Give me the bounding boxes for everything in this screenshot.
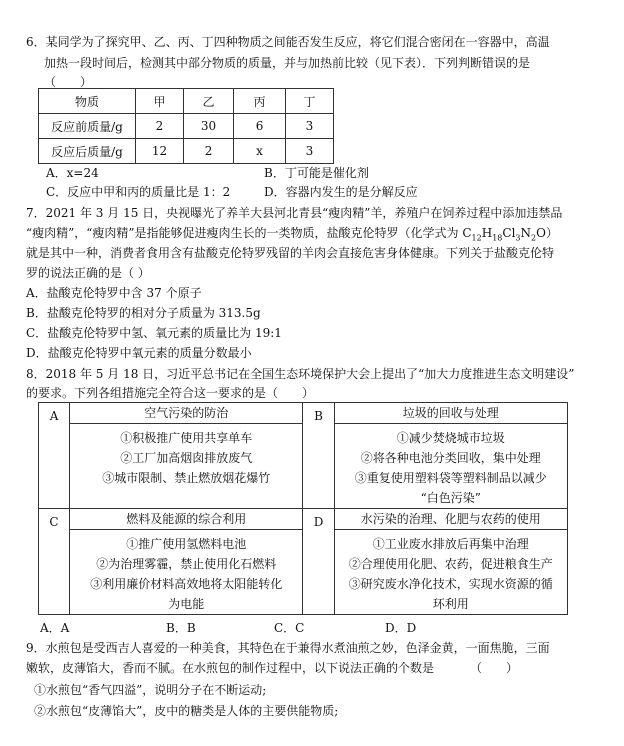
formula-n-count: 2 bbox=[531, 233, 537, 243]
cell-b-item: ①减少焚烧城市垃圾 bbox=[396, 431, 505, 445]
cell-b-item: ③重复使用塑料袋等塑料制品以减少 bbox=[354, 471, 547, 485]
table-header-cell: 物质 bbox=[39, 89, 136, 114]
cell-label-a: A bbox=[39, 403, 70, 509]
q8-stem-line1: 8．2018 年 5 月 18 日，习近平总书记在全国生态环境保护大会上提出了“加大力度推进生态文明建设” bbox=[26, 367, 575, 381]
q7-option-c: C．盐酸克伦特罗中氢、氧元素的质量比为 19:1 bbox=[26, 326, 282, 340]
cell-b bbox=[334, 403, 567, 509]
q8-option-a: A．A bbox=[40, 621, 70, 635]
cell-b-item: ②将各种电池分类回收，集中处理 bbox=[360, 451, 541, 465]
table-row bbox=[39, 114, 334, 139]
q9-statement-1: ①水煎包“香气四溢”，说明分子在不断运动; bbox=[34, 683, 267, 697]
cell-c bbox=[70, 509, 303, 615]
table-cell: 反应前质量/g bbox=[39, 114, 136, 139]
table-row bbox=[39, 509, 568, 615]
q8-stem-line2: 的要求。下列各组措施完全符合这一要求的是（ ） bbox=[26, 386, 315, 400]
cell-a bbox=[70, 403, 303, 509]
cell-b-title: 垃圾的回收与处理 bbox=[335, 403, 567, 424]
table-header-cell: 丙 bbox=[234, 89, 286, 114]
table-header-cell: 乙 bbox=[184, 89, 234, 114]
table-header-cell: 丁 bbox=[285, 89, 333, 114]
q9-stem-line1: 9．水煎包是受西吉人喜爱的一种美食，其特色在于兼得水煮油煎之妙，色泽金黄，一面焦脆，三面 bbox=[26, 641, 550, 655]
cell-d-item: ②合理使用化肥、农药，促进粮食生产 bbox=[348, 557, 553, 571]
formula-n: N bbox=[520, 226, 532, 240]
cell-d-title: 水污染的治理、化肥与农药的使用 bbox=[335, 509, 567, 530]
formula-close-paren: ） bbox=[545, 226, 558, 240]
q7-stem-line3: 就是其中一种，消费者食用含有盐酸克伦特罗残留的羊肉会直接危害身体健康。下列关于盐酸克伦特 bbox=[26, 246, 555, 260]
table-cell: 6 bbox=[234, 114, 286, 139]
cell-label-c: C bbox=[39, 509, 70, 615]
cell-c-item: ①推广使用氢燃料电池 bbox=[126, 537, 247, 551]
table-cell: 30 bbox=[184, 114, 234, 139]
q7-option-a: A．盐酸克伦特罗中含 37 个原子 bbox=[26, 286, 202, 300]
cell-label-d: D bbox=[303, 509, 334, 615]
cell-c-title: 燃料及能源的综合利用 bbox=[70, 509, 302, 530]
q6-answer-paren: （ ） bbox=[44, 75, 93, 89]
q9-statement-2: ②水煎包“皮薄馅大”，皮中的糖类是人体的主要供能物质; bbox=[34, 704, 339, 718]
cell-c-item: ②为治理雾霾，禁止使用化石燃料 bbox=[96, 557, 277, 571]
cell-d-item: 环利用 bbox=[432, 597, 469, 611]
q7-stem-line4: 罗的说法正确的是（ ） bbox=[26, 266, 150, 280]
cell-a-title: 空气污染的防治 bbox=[70, 403, 302, 424]
cell-a-item: ①积极推广使用共享单车 bbox=[120, 431, 253, 445]
cell-a-item: ②工厂加高烟囱排放废气 bbox=[120, 451, 253, 465]
table-cell: 反应后质量/g bbox=[39, 139, 136, 164]
q7-option-b: B．盐酸克伦特罗的相对分子质量为 313.5g bbox=[26, 306, 261, 320]
formula-o: O bbox=[536, 226, 546, 240]
q6-option-a: A．x=24 bbox=[46, 166, 99, 180]
formula-cl-count: 3 bbox=[515, 233, 521, 243]
cell-d bbox=[334, 509, 567, 615]
q6-stem-line1: 6．某同学为了探究甲、乙、丙、丁四种物质之间能否发生反应，将它们混合密闭在一容器中，高温 bbox=[26, 35, 550, 49]
q8-option-c: C．C bbox=[274, 621, 305, 635]
table-row bbox=[39, 139, 334, 164]
q8-option-d: D．D bbox=[385, 621, 417, 635]
table-cell: 3 bbox=[285, 139, 333, 164]
q9-stem-line2: 嫩软，皮薄馅大，香而不腻。在水煎包的制作过程中，以下说法正确的个数是 bbox=[26, 661, 435, 675]
q7-option-d: D．盐酸克伦特罗中氧元素的质量分数最小 bbox=[26, 346, 252, 360]
table-header-cell: 甲 bbox=[135, 89, 183, 114]
q7-stem-line2-text: “瘦肉精”，“瘦肉精”是指能够促进瘦肉生长的一类物质，盐酸克伦特罗（化学式为 C bbox=[26, 226, 472, 240]
table-cell: 2 bbox=[184, 139, 234, 164]
table-cell: 12 bbox=[135, 139, 183, 164]
q9-answer-paren: （ ） bbox=[470, 661, 519, 675]
cell-label-b: B bbox=[303, 403, 334, 509]
cell-c-item: 为电能 bbox=[168, 597, 205, 611]
table-row bbox=[39, 403, 568, 509]
formula-h: H bbox=[481, 226, 493, 240]
q7-stem-line2 bbox=[26, 225, 558, 246]
cell-d-item: ③研究废水净化技术，实现水资源的循 bbox=[348, 577, 553, 591]
formula-c-count: 12 bbox=[471, 233, 482, 243]
cell-a-item: ③城市限制、禁止燃放烟花爆竹 bbox=[102, 471, 271, 485]
formula-h-count: 18 bbox=[492, 233, 503, 243]
q8-option-b: B．B bbox=[166, 621, 196, 635]
q7-stem-line1: 7．2021 年 3 月 15 日，央视曝光了养羊大县河北青县“瘦肉精”羊，养殖户在饲养过程中添加违禁品 bbox=[26, 206, 563, 220]
cell-d-item: ①工业废水排放后再集中治理 bbox=[372, 537, 529, 551]
q6-mass-table bbox=[38, 88, 334, 164]
q6-stem-line2: 加热一段时间后，检测其中部分物质的质量，并与加热前比较（见下表）．下列判断错误的是 bbox=[44, 56, 531, 70]
table-cell: 3 bbox=[285, 114, 333, 139]
formula-cl: Cl bbox=[502, 226, 516, 240]
table-cell: x bbox=[234, 139, 286, 164]
table-row bbox=[39, 89, 334, 114]
cell-b-item: “白色污染” bbox=[420, 491, 481, 505]
q6-option-b: B．丁可能是催化剂 bbox=[264, 166, 369, 180]
q8-options-table bbox=[38, 402, 568, 615]
q6-option-d: D．容器内发生的是分解反应 bbox=[264, 185, 418, 199]
table-cell: 2 bbox=[135, 114, 183, 139]
q6-option-c: C．反应中甲和丙的质量比是 1：2 bbox=[46, 185, 231, 199]
cell-c-item: ③利用廉价材料高效地将太阳能转化 bbox=[90, 577, 283, 591]
